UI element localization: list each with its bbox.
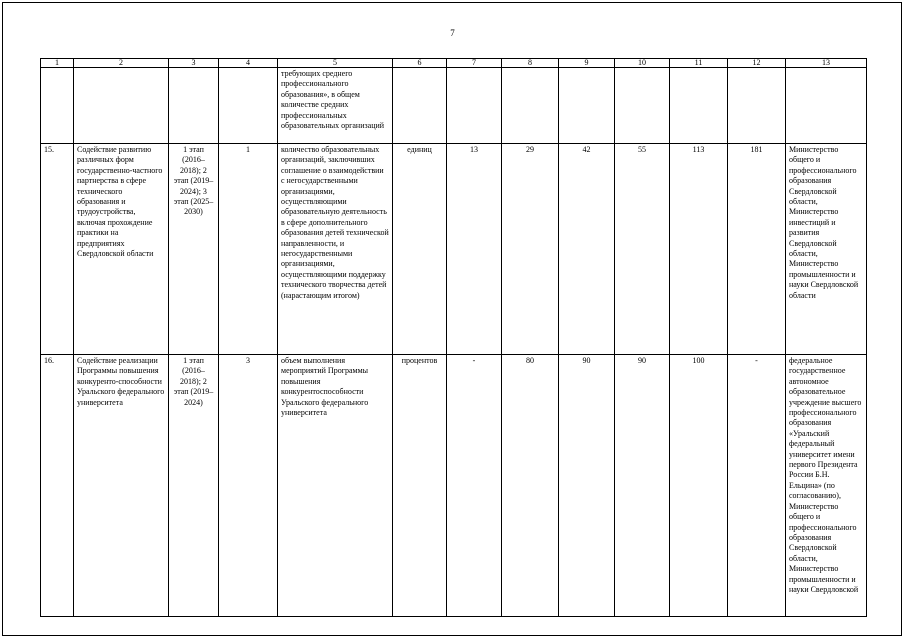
stage-cell: 1 этап (2016–2018); 2 этап (2019–2024) [169,355,219,617]
value-cell [670,68,728,144]
row-number [41,68,74,144]
value-cell [728,68,786,144]
col4-cell: 3 [219,355,278,617]
value-cell: 80 [502,355,559,617]
column-header: 3 [169,59,219,68]
measure-name: Содействие развитию различных форм государственно-частного партнерства в сфере технического образования и трудоустройства, включая прохождение практики на предприятиях Свердловской области [74,144,169,355]
data-table [40,58,867,617]
column-header: 1 [41,59,74,68]
column-header: 7 [447,59,502,68]
value-cell: 181 [728,144,786,355]
measure-name [74,68,169,144]
value-cell: 42 [559,144,615,355]
col4-cell [219,68,278,144]
executor-cell [786,68,867,144]
value-cell: - [447,355,502,617]
executor-cell: Министерство общего и профессионального образования Свердловской области, Министерство инвестиций и развития Свердловской области, Министерство промышленности и науки Свердловской области [786,144,867,355]
indicator-cell: объем выполнения мероприятий Программы повышения конкурентоспособности Уральского федерального университета [278,355,393,617]
column-header: 8 [502,59,559,68]
header-row [41,59,867,68]
value-cell: - [728,355,786,617]
unit-cell: единиц [393,144,447,355]
column-header: 6 [393,59,447,68]
unit-cell [393,68,447,144]
page-number: 7 [450,28,455,38]
value-cell: 113 [670,144,728,355]
row-number: 16. [41,355,74,617]
table-row [41,355,867,617]
value-cell: 55 [615,144,670,355]
column-header: 2 [74,59,169,68]
value-cell [502,68,559,144]
value-cell: 90 [615,355,670,617]
table-row [41,144,867,355]
stage-cell [169,68,219,144]
value-cell: 90 [559,355,615,617]
value-cell: 29 [502,144,559,355]
row-number: 15. [41,144,74,355]
unit-cell: процентов [393,355,447,617]
column-header: 11 [670,59,728,68]
measure-name: Содействие реализации Программы повышения конкуренто-способности Уральского федерального университета [74,355,169,617]
indicator-cell: требующих среднего профессионального образования», в общем количестве средних профессиональных образовательных организаций [278,68,393,144]
column-header: 12 [728,59,786,68]
value-cell: 13 [447,144,502,355]
value-cell [447,68,502,144]
table-row [41,68,867,144]
indicator-cell: количество образовательных организаций, заключивших соглашение о взаимодействии с негосударственными организациями, осуществляющими образовательную деятельность в сфере дополнительного образования детей технической направленности, и негосударственными организациями, осуществляющими поддержку технического творчества детей (нарастающим итогом) [278,144,393,355]
value-cell: 100 [670,355,728,617]
executor-cell: федеральное государственное автономное образовательное учреждение высшего профессионального образования «Уральский федеральный университет имени первого Президента России Б.Н. Ельцина» (по согласованию), Министерство общего и профессионального образования Свердловской области, Министерство промышленности и науки Свердловской [786,355,867,617]
value-cell [615,68,670,144]
column-header: 4 [219,59,278,68]
column-header: 5 [278,59,393,68]
col4-cell: 1 [219,144,278,355]
stage-cell: 1 этап (2016–2018); 2 этап (2019–2024); 3 этап (2025–2030) [169,144,219,355]
column-header: 9 [559,59,615,68]
column-header: 10 [615,59,670,68]
value-cell [559,68,615,144]
column-header: 13 [786,59,867,68]
